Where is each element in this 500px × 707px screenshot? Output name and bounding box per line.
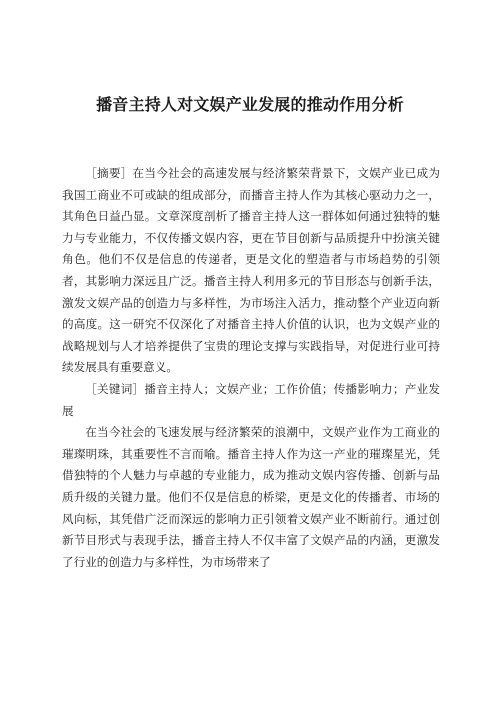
intro-paragraph: 在当今社会的飞速发展与经济繁荣的浪潮中，文娱产业作为工商业的璀璨明珠，其重要性不言而喻。播音主持人作为这一产业的璀璨星光，凭借独特的个人魅力与卓越的专业能力，成为推动文娱内容传播、创新与品质升级的关键力量。他们不仅是信息的桥梁，更是文化的传播者、市场的风向标，其凭借广泛而深远的影响力正引领着文娱产业不断前行。通过创新节目形式与表现手法，播音主持人不仅丰富了文娱产品的内涵，更激发了行业的创造力与多样性，为市场带来了 [62,425,440,569]
abstract-paragraph: ［摘要］在当今社会的高速发展与经济繁荣背景下，文娱产业已成为我国工商业不可或缺的组成部分，而播音主持人作为其核心驱动力之一，其角色日益凸显。文章深度剖析了播音主持人这一群体如何通过独特的魅力与专业能力，不仅传播文娱内容，更在节目创新与品质提升中扮演关键角色。他们不仅是信息的传递者，更是文化的塑造者与市场趋势的引领者，其影响力深远且广泛。播音主持人利用多元的节目形态与创新手法，激发文娱产品的创造力与多样性，为市场注入活力，推动整个产业迈向新的高度。这一研究不仅深化了对播音主持人价值的认识，也为文娱产业的战略规划与人才培养提供了宝贵的理论支撑与实践指导，对促进行业可持续发展具有重要意义。 [62,166,440,375]
article-title: 播音主持人对文娱产业发展的推动作用分析 [96,95,404,114]
article-body [62,163,440,573]
keywords-paragraph: ［关键词］播音主持人；文娱产业；工作价值；传播影响力；产业发展 [62,381,440,418]
